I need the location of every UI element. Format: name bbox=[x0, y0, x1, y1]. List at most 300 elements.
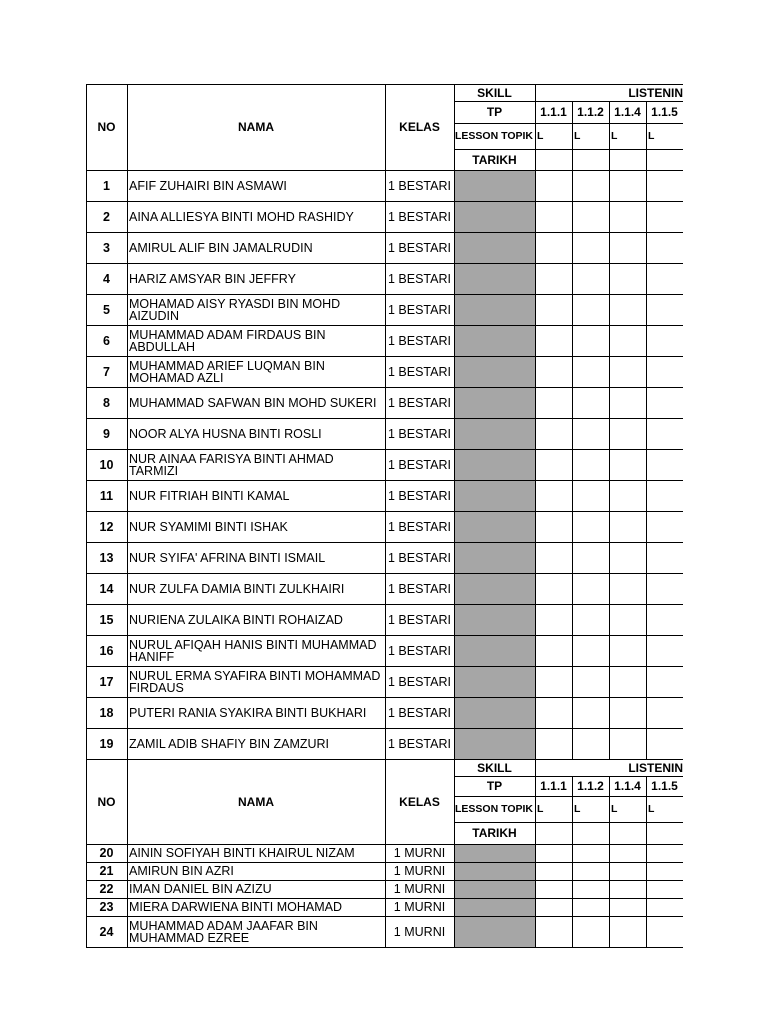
grid-line-v bbox=[86, 263, 87, 294]
grid-line-v bbox=[609, 666, 610, 697]
score-cell[interactable] bbox=[572, 511, 609, 542]
grid-line-v bbox=[385, 759, 386, 844]
score-cell[interactable] bbox=[646, 511, 683, 542]
score-cell[interactable] bbox=[535, 356, 572, 387]
grid-line-v bbox=[535, 201, 536, 232]
row-nama: MUHAMMAD ADAM FIRDAUS BIN ABDULLAH bbox=[129, 327, 326, 354]
tp-code: 1.1.5 bbox=[651, 779, 678, 793]
score-cell[interactable] bbox=[572, 844, 609, 862]
grid-line-v bbox=[535, 480, 536, 511]
header-no: NO bbox=[97, 120, 116, 134]
tarikh-cell[interactable] bbox=[535, 149, 572, 170]
grid-line-v bbox=[572, 776, 573, 844]
grid-line-v bbox=[385, 862, 386, 880]
header-tp: TP bbox=[486, 779, 503, 793]
score-cell[interactable] bbox=[572, 449, 609, 480]
grid-line-v bbox=[535, 356, 536, 387]
row-kelas: 1 BESTARI bbox=[388, 209, 451, 224]
score-cell[interactable] bbox=[646, 916, 683, 947]
grid-line-v bbox=[609, 201, 610, 232]
score-cell[interactable] bbox=[646, 728, 683, 759]
score-cell[interactable] bbox=[609, 511, 646, 542]
grid-line-v bbox=[127, 84, 128, 170]
score-cell[interactable] bbox=[646, 844, 683, 862]
row-nama: NUR AINAA FARISYA BINTI AHMAD TARMIZI bbox=[129, 451, 334, 478]
grid-line-v bbox=[127, 898, 128, 916]
grid-line-v bbox=[572, 418, 573, 449]
score-cell[interactable] bbox=[609, 880, 646, 898]
grid-line-v bbox=[86, 862, 87, 880]
row-nama: AMIRUL ALIF BIN JAMALRUDIN bbox=[129, 240, 313, 255]
score-cell[interactable] bbox=[535, 573, 572, 604]
score-cell[interactable] bbox=[535, 387, 572, 418]
grid-line-v bbox=[646, 776, 647, 844]
row-nama: IMAN DANIEL BIN AZIZU bbox=[129, 882, 272, 896]
grid-line-v bbox=[385, 418, 386, 449]
row-nama: AFIF ZUHAIRI BIN ASMAWI bbox=[129, 178, 287, 193]
grid-line-v bbox=[86, 170, 87, 201]
score-cell[interactable] bbox=[535, 635, 572, 666]
grid-line-v bbox=[572, 635, 573, 666]
score-cell[interactable] bbox=[609, 542, 646, 573]
grid-line-v bbox=[535, 84, 536, 170]
grid-line-v bbox=[385, 511, 386, 542]
grid-line-v bbox=[572, 844, 573, 862]
score-cell[interactable] bbox=[646, 480, 683, 511]
row-kelas: 1 MURNI bbox=[393, 924, 446, 939]
score-cell[interactable] bbox=[572, 170, 609, 201]
row-kelas: 1 BESTARI bbox=[388, 519, 451, 534]
grid-line-v bbox=[454, 898, 455, 916]
grid-line-v bbox=[609, 573, 610, 604]
grid-line-v bbox=[572, 728, 573, 759]
row-kelas: 1 BESTARI bbox=[388, 550, 451, 565]
grid-line-v bbox=[385, 844, 386, 862]
grid-line-v bbox=[646, 635, 647, 666]
grid-line-v bbox=[454, 697, 455, 728]
score-cell[interactable] bbox=[572, 387, 609, 418]
score-cell[interactable] bbox=[535, 697, 572, 728]
shaded-cell bbox=[455, 481, 535, 511]
score-cell[interactable] bbox=[609, 898, 646, 916]
score-cell[interactable] bbox=[609, 480, 646, 511]
row-no: 2 bbox=[103, 209, 110, 224]
score-cell[interactable] bbox=[609, 666, 646, 697]
grid-line-v bbox=[572, 542, 573, 573]
grid-line-h bbox=[454, 796, 683, 797]
row-nama: MOHAMAD AISY RYASDI BIN MOHD AIZUDIN bbox=[129, 296, 341, 323]
tarikh-cell[interactable] bbox=[609, 822, 646, 844]
grid-line-v bbox=[127, 759, 128, 844]
score-cell[interactable] bbox=[646, 356, 683, 387]
score-cell[interactable] bbox=[646, 666, 683, 697]
row-no: 6 bbox=[103, 333, 110, 348]
grid-line-v bbox=[86, 294, 87, 325]
grid-line-v bbox=[385, 232, 386, 263]
row-no: 13 bbox=[99, 550, 114, 565]
score-cell[interactable] bbox=[535, 263, 572, 294]
grid-line-v bbox=[385, 880, 386, 898]
shaded-cell bbox=[455, 450, 535, 480]
lesson-code: L bbox=[537, 803, 544, 815]
grid-line-v bbox=[454, 511, 455, 542]
row-no: 22 bbox=[99, 882, 114, 896]
score-cell[interactable] bbox=[609, 232, 646, 263]
grid-line-v bbox=[454, 232, 455, 263]
grid-line-v bbox=[385, 325, 386, 356]
grid-line-v bbox=[609, 697, 610, 728]
grid-line-v bbox=[646, 697, 647, 728]
grid-line-v bbox=[454, 84, 455, 170]
grid-line-v bbox=[454, 759, 455, 844]
score-cell[interactable] bbox=[535, 542, 572, 573]
grid-line-v bbox=[385, 916, 386, 947]
row-no: 19 bbox=[99, 736, 114, 751]
grid-line-v bbox=[609, 480, 610, 511]
tarikh-cell[interactable] bbox=[646, 149, 683, 170]
grid-line-v bbox=[127, 294, 128, 325]
tp-code: 1.1.2 bbox=[577, 105, 604, 119]
grid-line-v bbox=[454, 480, 455, 511]
shaded-cell bbox=[455, 636, 535, 666]
score-cell[interactable] bbox=[535, 916, 572, 947]
grid-line-v bbox=[385, 263, 386, 294]
score-cell[interactable] bbox=[572, 916, 609, 947]
grid-line-v bbox=[127, 263, 128, 294]
score-cell[interactable] bbox=[646, 697, 683, 728]
score-cell[interactable] bbox=[609, 170, 646, 201]
score-cell[interactable] bbox=[609, 387, 646, 418]
lesson-code: L bbox=[648, 130, 655, 142]
grid-line-v bbox=[535, 294, 536, 325]
row-kelas: 1 BESTARI bbox=[388, 457, 451, 472]
score-cell[interactable] bbox=[572, 573, 609, 604]
score-cell[interactable] bbox=[646, 880, 683, 898]
score-cell[interactable] bbox=[609, 418, 646, 449]
score-cell[interactable] bbox=[646, 170, 683, 201]
grid-line-v bbox=[646, 418, 647, 449]
grid-line-v bbox=[385, 728, 386, 759]
score-cell[interactable] bbox=[535, 418, 572, 449]
grid-line-v bbox=[86, 418, 87, 449]
header-lesson-topik: LESSON TOPIK bbox=[455, 130, 533, 142]
grid-line-v bbox=[127, 573, 128, 604]
score-cell[interactable] bbox=[572, 728, 609, 759]
score-cell[interactable] bbox=[535, 232, 572, 263]
score-cell[interactable] bbox=[609, 325, 646, 356]
row-no: 18 bbox=[99, 705, 114, 720]
grid-line-v bbox=[572, 480, 573, 511]
score-cell[interactable] bbox=[572, 356, 609, 387]
grid-line-v bbox=[535, 325, 536, 356]
header-nama: NAMA bbox=[238, 120, 274, 134]
grid-line-v bbox=[609, 294, 610, 325]
row-no: 20 bbox=[99, 846, 114, 860]
row-nama: MIERA DARWIENA BINTI MOHAMAD bbox=[129, 900, 342, 914]
row-no: 21 bbox=[99, 864, 114, 878]
score-cell[interactable] bbox=[646, 604, 683, 635]
score-cell[interactable] bbox=[646, 232, 683, 263]
score-cell[interactable] bbox=[646, 294, 683, 325]
score-cell[interactable] bbox=[609, 728, 646, 759]
grid-line-v bbox=[572, 604, 573, 635]
score-cell[interactable] bbox=[609, 697, 646, 728]
grid-line-v bbox=[454, 666, 455, 697]
grid-line-v bbox=[454, 573, 455, 604]
grid-line-v bbox=[535, 449, 536, 480]
grid-line-h bbox=[454, 822, 683, 823]
score-cell[interactable] bbox=[572, 542, 609, 573]
shaded-cell bbox=[455, 543, 535, 573]
row-no: 16 bbox=[99, 643, 114, 658]
score-cell[interactable] bbox=[535, 201, 572, 232]
grid-line-v bbox=[572, 898, 573, 916]
tarikh-cell[interactable] bbox=[572, 149, 609, 170]
grid-line-v bbox=[535, 604, 536, 635]
score-cell[interactable] bbox=[646, 862, 683, 880]
grid-line-v bbox=[535, 418, 536, 449]
grid-line-v bbox=[646, 294, 647, 325]
shaded-cell bbox=[455, 388, 535, 418]
grid-line-v bbox=[572, 201, 573, 232]
grid-line-h bbox=[86, 947, 683, 948]
score-cell[interactable] bbox=[609, 356, 646, 387]
shaded-cell bbox=[455, 917, 535, 947]
lesson-code: L bbox=[648, 803, 655, 815]
grid-line-v bbox=[86, 325, 87, 356]
score-cell[interactable] bbox=[572, 697, 609, 728]
grid-line-v bbox=[609, 325, 610, 356]
grid-line-v bbox=[385, 542, 386, 573]
header-tarikh: TARIKH bbox=[472, 152, 517, 167]
grid-line-v bbox=[454, 449, 455, 480]
grid-line-v bbox=[127, 728, 128, 759]
score-cell[interactable] bbox=[572, 232, 609, 263]
score-cell[interactable] bbox=[646, 573, 683, 604]
score-cell[interactable] bbox=[535, 666, 572, 697]
grid-line-v bbox=[572, 697, 573, 728]
score-cell[interactable] bbox=[646, 635, 683, 666]
score-cell[interactable] bbox=[535, 844, 572, 862]
grid-line-v bbox=[646, 449, 647, 480]
grid-line-v bbox=[454, 170, 455, 201]
row-no: 17 bbox=[99, 674, 114, 689]
tarikh-cell[interactable] bbox=[646, 822, 683, 844]
score-cell[interactable] bbox=[646, 898, 683, 916]
score-cell[interactable] bbox=[572, 635, 609, 666]
lesson-code: L bbox=[574, 130, 581, 142]
grid-line-v bbox=[86, 916, 87, 947]
score-cell[interactable] bbox=[535, 480, 572, 511]
row-kelas: 1 BESTARI bbox=[388, 395, 451, 410]
score-cell[interactable] bbox=[609, 635, 646, 666]
row-kelas: 1 MURNI bbox=[393, 864, 446, 878]
row-kelas: 1 BESTARI bbox=[388, 364, 451, 379]
grid-line-v bbox=[572, 449, 573, 480]
shaded-cell bbox=[455, 881, 535, 898]
grid-line-v bbox=[385, 480, 386, 511]
score-cell[interactable] bbox=[646, 418, 683, 449]
score-cell[interactable] bbox=[646, 201, 683, 232]
grid-line-v bbox=[86, 232, 87, 263]
grid-line-v bbox=[535, 573, 536, 604]
score-cell[interactable] bbox=[646, 542, 683, 573]
row-nama: NUR ZULFA DAMIA BINTI ZULKHAIRI bbox=[129, 581, 345, 596]
score-cell[interactable] bbox=[646, 449, 683, 480]
grid-line-v bbox=[385, 898, 386, 916]
grid-line-v bbox=[86, 449, 87, 480]
grid-line-v bbox=[535, 916, 536, 947]
score-cell[interactable] bbox=[572, 898, 609, 916]
score-cell[interactable] bbox=[572, 862, 609, 880]
shaded-cell bbox=[455, 326, 535, 356]
score-cell[interactable] bbox=[609, 449, 646, 480]
grid-line-v bbox=[609, 356, 610, 387]
grid-line-v bbox=[127, 387, 128, 418]
grid-line-v bbox=[646, 573, 647, 604]
grid-line-v bbox=[609, 101, 610, 170]
shaded-cell bbox=[455, 171, 535, 201]
score-cell[interactable] bbox=[609, 573, 646, 604]
row-nama: AMIRUN BIN AZRI bbox=[129, 864, 234, 878]
row-nama: HARIZ AMSYAR BIN JEFFRY bbox=[129, 271, 296, 286]
header-skill-value: LISTENIN bbox=[628, 760, 683, 775]
score-cell[interactable] bbox=[535, 862, 572, 880]
row-no: 8 bbox=[103, 395, 110, 410]
score-cell[interactable] bbox=[572, 880, 609, 898]
grid-line-v bbox=[454, 862, 455, 880]
score-cell[interactable] bbox=[535, 294, 572, 325]
header-kelas: KELAS bbox=[399, 120, 440, 134]
score-cell[interactable] bbox=[572, 604, 609, 635]
row-no: 3 bbox=[103, 240, 110, 255]
score-cell[interactable] bbox=[572, 666, 609, 697]
grid-line-v bbox=[86, 759, 87, 844]
score-cell[interactable] bbox=[535, 728, 572, 759]
grid-line-v bbox=[86, 356, 87, 387]
grid-line-v bbox=[86, 84, 87, 170]
grid-line-v bbox=[385, 635, 386, 666]
grid-line-v bbox=[385, 201, 386, 232]
grid-line-v bbox=[127, 325, 128, 356]
grid-line-v bbox=[385, 84, 386, 170]
row-no: 1 bbox=[103, 178, 110, 193]
shaded-cell bbox=[455, 264, 535, 294]
score-cell[interactable] bbox=[609, 862, 646, 880]
grid-line-h bbox=[454, 776, 683, 777]
header-skill-value: LISTENIN bbox=[628, 85, 683, 100]
score-cell[interactable] bbox=[572, 480, 609, 511]
grid-line-v bbox=[609, 511, 610, 542]
grid-line-v bbox=[572, 387, 573, 418]
grid-line-v bbox=[646, 263, 647, 294]
grid-line-v bbox=[535, 666, 536, 697]
score-cell[interactable] bbox=[535, 604, 572, 635]
lesson-code: L bbox=[537, 130, 544, 142]
row-nama: AINA ALLIESYA BINTI MOHD RASHIDY bbox=[129, 209, 354, 224]
score-cell[interactable] bbox=[609, 201, 646, 232]
score-cell[interactable] bbox=[535, 898, 572, 916]
score-cell[interactable] bbox=[535, 511, 572, 542]
score-cell[interactable] bbox=[572, 418, 609, 449]
tarikh-cell[interactable] bbox=[535, 822, 572, 844]
score-cell[interactable] bbox=[609, 844, 646, 862]
grid-line-v bbox=[127, 862, 128, 880]
grid-line-v bbox=[86, 542, 87, 573]
grid-line-v bbox=[86, 880, 87, 898]
row-kelas: 1 MURNI bbox=[393, 846, 446, 860]
grid-line-v bbox=[572, 862, 573, 880]
row-kelas: 1 BESTARI bbox=[388, 705, 451, 720]
grid-line-v bbox=[646, 666, 647, 697]
grid-line-v bbox=[385, 294, 386, 325]
score-cell[interactable] bbox=[572, 294, 609, 325]
score-cell[interactable] bbox=[609, 916, 646, 947]
score-cell[interactable] bbox=[646, 263, 683, 294]
score-cell[interactable] bbox=[609, 604, 646, 635]
grid-line-v bbox=[535, 263, 536, 294]
score-cell[interactable] bbox=[535, 880, 572, 898]
grid-line-h bbox=[454, 101, 683, 102]
grid-line-v bbox=[535, 387, 536, 418]
grid-line-v bbox=[572, 356, 573, 387]
score-cell[interactable] bbox=[535, 449, 572, 480]
tarikh-cell[interactable] bbox=[609, 149, 646, 170]
grid-line-v bbox=[385, 387, 386, 418]
score-cell[interactable] bbox=[572, 263, 609, 294]
lesson-code: L bbox=[611, 130, 618, 142]
grid-line-v bbox=[572, 916, 573, 947]
row-kelas: 1 BESTARI bbox=[388, 271, 451, 286]
grid-line-v bbox=[646, 170, 647, 201]
grid-line-v bbox=[127, 201, 128, 232]
grid-line-v bbox=[454, 916, 455, 947]
grid-line-v bbox=[127, 604, 128, 635]
grid-line-v bbox=[385, 697, 386, 728]
grid-line-v bbox=[127, 666, 128, 697]
tp-code: 1.1.2 bbox=[577, 779, 604, 793]
score-cell[interactable] bbox=[609, 294, 646, 325]
score-cell[interactable] bbox=[646, 325, 683, 356]
score-cell[interactable] bbox=[535, 325, 572, 356]
grid-line-v bbox=[86, 480, 87, 511]
grid-line-v bbox=[127, 232, 128, 263]
shaded-cell bbox=[455, 698, 535, 728]
grid-line-v bbox=[646, 511, 647, 542]
row-no: 5 bbox=[103, 302, 110, 317]
score-cell[interactable] bbox=[609, 263, 646, 294]
row-nama: NURIENA ZULAIKA BINTI ROHAIZAD bbox=[129, 612, 343, 627]
score-cell[interactable] bbox=[572, 201, 609, 232]
lesson-code: L bbox=[574, 803, 581, 815]
grid-line-v bbox=[609, 844, 610, 862]
grid-line-v bbox=[454, 325, 455, 356]
score-cell[interactable] bbox=[646, 387, 683, 418]
row-kelas: 1 BESTARI bbox=[388, 426, 451, 441]
grid-line-v bbox=[646, 542, 647, 573]
score-cell[interactable] bbox=[535, 170, 572, 201]
grid-line-v bbox=[86, 604, 87, 635]
grid-line-v bbox=[609, 898, 610, 916]
score-cell[interactable] bbox=[572, 325, 609, 356]
tarikh-cell[interactable] bbox=[572, 822, 609, 844]
grid-line-v bbox=[454, 880, 455, 898]
grid-line-v bbox=[454, 356, 455, 387]
grid-line-v bbox=[535, 542, 536, 573]
grid-line-v bbox=[127, 511, 128, 542]
shaded-cell bbox=[455, 202, 535, 232]
grid-line-v bbox=[572, 666, 573, 697]
